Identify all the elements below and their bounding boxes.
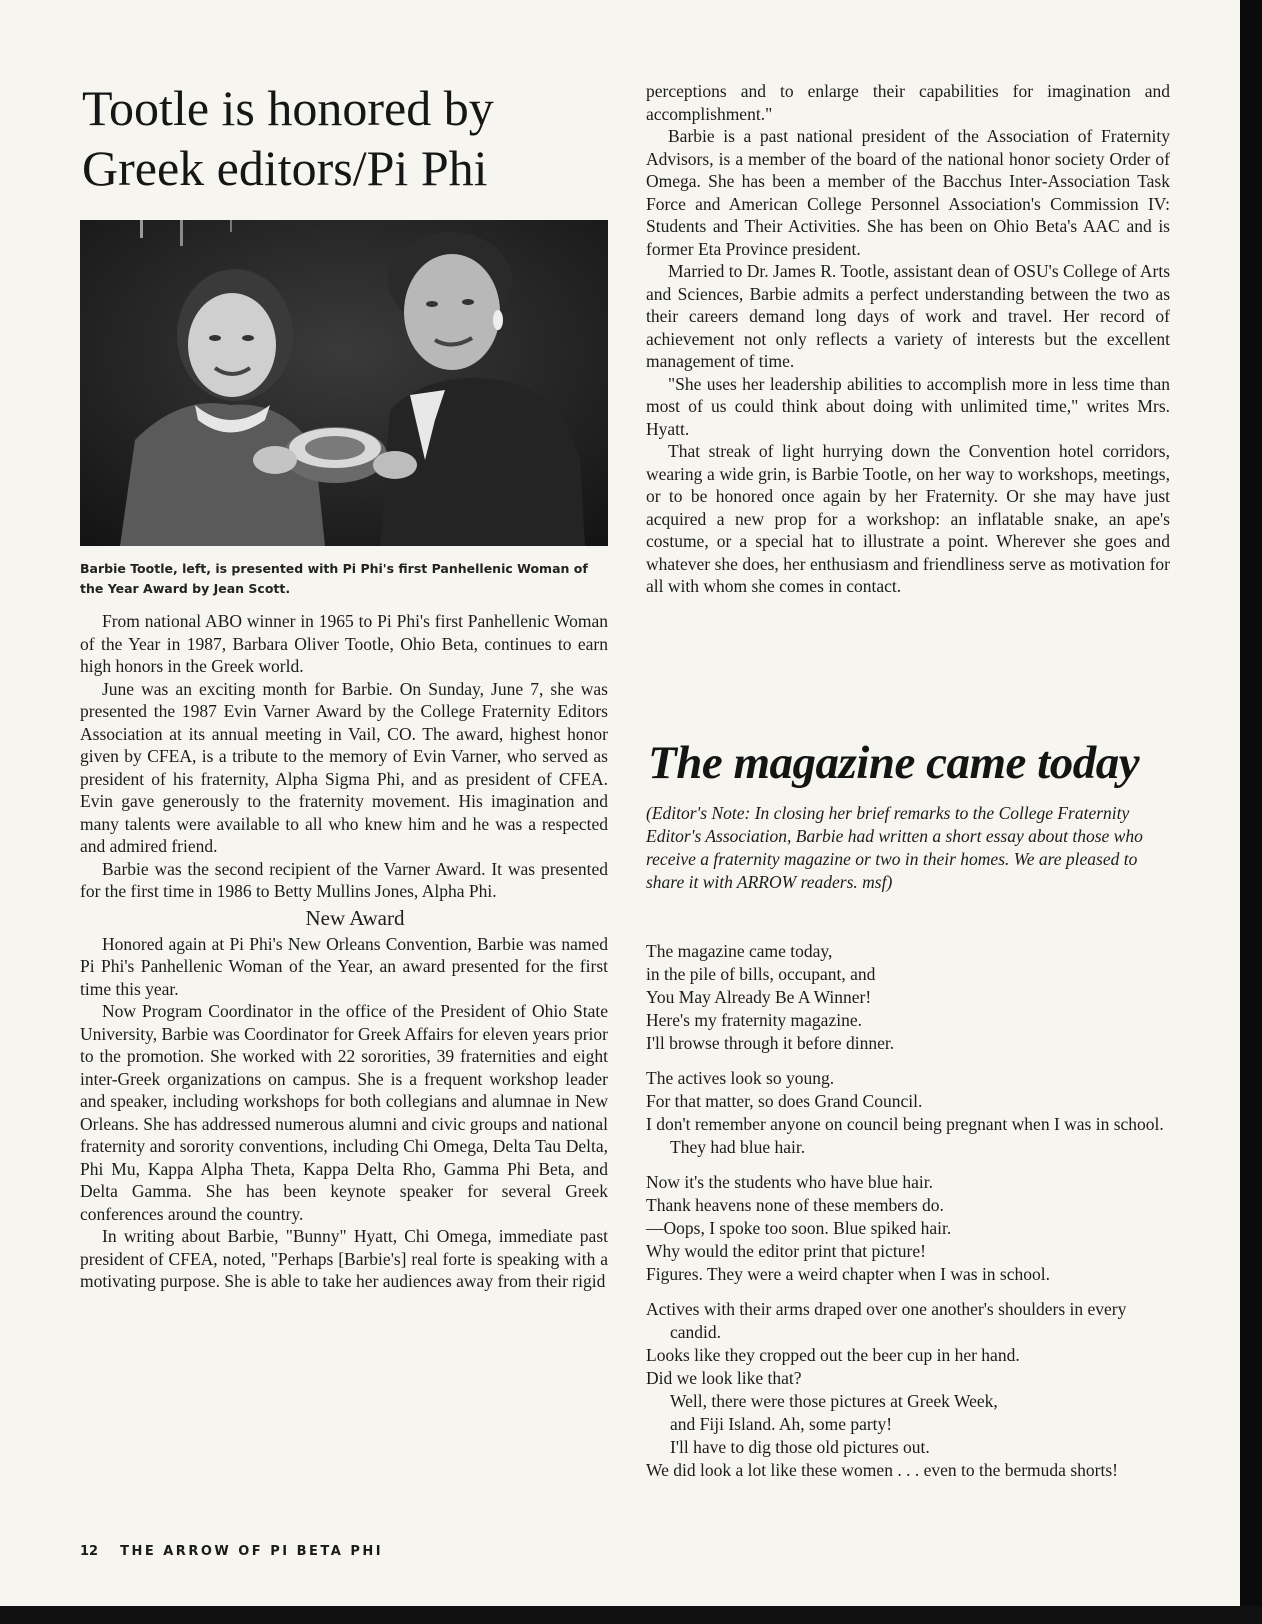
poem-stanza	[646, 1067, 1170, 1159]
paragraph: Barbie is a past national president of the Association of Fraternity Advisors, is a member of the board of the national honor society Order of Omega. She has been a member of the Bacchus Inter-Association Task Force and American College Personnel Association's Commission IV: Students and Their Activities. She has been on Ohio Beta's AAC and is former Eta Province president.	[646, 126, 1170, 259]
poem-line: Why would the editor print that picture!	[646, 1241, 926, 1261]
poem	[646, 940, 1170, 1494]
right-column-body	[646, 80, 1170, 598]
paragraph: "She uses her leadership abilities to accomplish more in less time than most of us could think about doing with unlimited time," writes Mrs. Hyatt.	[646, 373, 1170, 439]
paragraph: June was an exciting month for Barbie. On Sunday, June 7, she was presented the 1987 Evin Varner Award by the College Fraternity Editors Association at its annual meeting in Vail, CO. The award, highest honor given by CFEA, is a tribute to the memory of Evin Varner, who served as president of his fraternity, Alpha Sigma Phi, and as president of CFEA. Evin gave generously to the fraternity movement. His imagination and many talents were available to all who knew him and he was a respected and admired friend.	[80, 678, 608, 856]
scan-edge-bottom	[0, 1606, 1262, 1624]
paragraph: In writing about Barbie, "Bunny" Hyatt, Chi Omega, immediate past president of CFEA, noted, "Perhaps [Barbie's] real forte is speaking with a motivating purpose. She is able to take her audiences away from their rigid	[80, 1226, 608, 1291]
poem-line: Here's my fraternity magazine.	[646, 1010, 862, 1030]
article-headline: Tootle is honored by Greek editors/Pi Phi	[82, 80, 494, 196]
poem-line: I don't remember anyone on council being pregnant when I was in school. They had blue hair.	[646, 1114, 1164, 1157]
poem-stanza	[646, 1171, 1170, 1286]
paragraph: That streak of light hurrying down the Convention hotel corridors, wearing a wide grin, is Barbie Tootle, on her way to workshops, meetings, or to be honored once again by her Fraternity. Or she may have just acquired a new prop for a workshop: an inflatable snake, an ape's costume, or a special hat to illustrate a point. Wherever she goes and whatever she does, her enthusiasm and friendliness serve as motivation for all with whom she comes in contact.	[646, 441, 1170, 596]
paragraph: Married to Dr. James R. Tootle, assistant dean of OSU's College of Arts and Sciences, Barbie admits a perfect understanding between the two as their careers demand long days of work and travel. Her record of achievement not only reflects a variety of interests but the excellent management of time.	[646, 261, 1170, 371]
poem-line: The magazine came today,	[646, 941, 833, 961]
poem-line: and Fiji Island. Ah, some party!	[670, 1414, 893, 1434]
poem-line: You May Already Be A Winner!	[646, 987, 872, 1007]
poem-stanza	[646, 940, 1170, 1055]
paragraph: perceptions and to enlarge their capabilities for imagination and accomplishment."	[646, 81, 1170, 124]
left-column-body	[80, 610, 608, 1293]
poem-line: For that matter, so does Grand Council.	[646, 1091, 923, 1111]
poem-line: I'll browse through it before dinner.	[646, 1033, 895, 1053]
poem-line: in the pile of bills, occupant, and	[646, 964, 876, 984]
scan-edge-right	[1240, 0, 1262, 1624]
poem-line: Looks like they cropped out the beer cup in her hand.	[646, 1345, 1020, 1365]
poem-line: —Oops, I spoke too soon. Blue spiked hair.	[646, 1218, 952, 1238]
editor-note: (Editor's Note: In closing her brief remarks to the College Fraternity Editor's Association, Barbie had written a short essay about those who receive a fraternity magazine or two in their homes. We are pleased to share it with ARROW readers. msf)	[646, 803, 1143, 892]
paragraph: From national ABO winner in 1965 to Pi Phi's first Panhellenic Woman of the Year in 1987, Barbara Oliver Tootle, Ohio Beta, continues to earn high honors in the Greek world.	[80, 611, 608, 676]
poem-line: The actives look so young.	[646, 1068, 835, 1088]
page-number: 12	[80, 1544, 99, 1559]
second-article-title: The magazine came today	[648, 737, 1140, 789]
award-photo	[80, 220, 608, 546]
section-subhead: New Award	[305, 905, 405, 930]
poem-stanza	[646, 1298, 1170, 1482]
publication-name: THE ARROW OF PI BETA PHI	[120, 1544, 384, 1559]
photo-caption: Barbie Tootle, left, is presented with Pi Phi's first Panhellenic Woman of the Year Award by Jean Scott.	[80, 561, 588, 596]
poem-line: I'll have to dig those old pictures out.	[670, 1437, 930, 1457]
poem-line: Now it's the students who have blue hair.	[646, 1172, 933, 1192]
poem-line: Figures. They were a weird chapter when I was in school.	[646, 1264, 1050, 1284]
paragraph: Barbie was the second recipient of the Varner Award. It was presented for the first time in 1986 to Betty Mullins Jones, Alpha Phi.	[80, 858, 608, 901]
poem-line: Thank heavens none of these members do.	[646, 1195, 944, 1215]
paragraph: Now Program Coordinator in the office of the President of Ohio State University, Barbie was Coordinator for Greek Affairs for eleven years prior to the promotion. She worked with 22 sororities, 39 fraternities and eight inter-Greek organizations on campus. She is a frequent workshop leader and speaker, including workshops for both collegians and alumnae in New Orleans. She has addressed numerous alumni and civic groups and national fraternity and sorority conventions, including Chi Omega, Delta Tau Delta, Phi Mu, Kappa Alpha Theta, Kappa Delta Rho, Gamma Phi Beta, and Delta Gamma. She has been keynote speaker for several Greek conferences around the country.	[80, 1001, 608, 1224]
page-footer	[80, 1544, 580, 1559]
poem-line: Did we look like that?	[646, 1368, 802, 1388]
poem-line: Actives with their arms draped over one another's shoulders in every candid.	[646, 1299, 1127, 1342]
poem-line: Well, there were those pictures at Greek Week,	[670, 1391, 998, 1411]
paragraph: Honored again at Pi Phi's New Orleans Convention, Barbie was named Pi Phi's Panhellenic Woman of the Year, an award presented for the first time this year.	[80, 933, 608, 999]
photo-two-women-award-icon	[80, 220, 608, 546]
poem-line: We did look a lot like these women . . . even to the bermuda shorts!	[646, 1460, 1118, 1480]
